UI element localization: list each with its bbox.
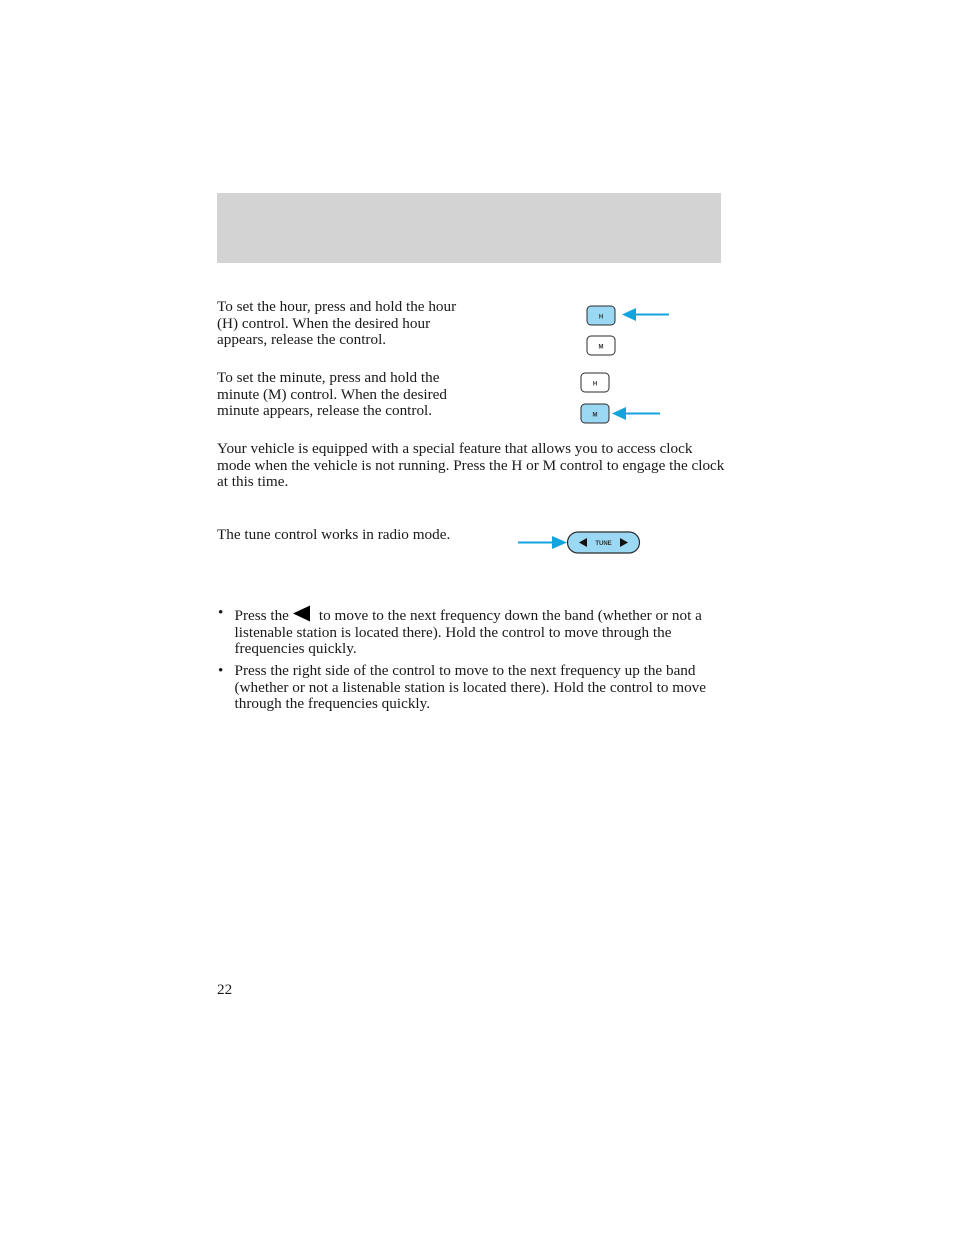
bullet-text-end: to move to the next frequency down the band (whether or not a listenable station is located there). Hold the control to move through the frequencies quickly.: [234, 607, 702, 658]
bullet-text-start: Press the: [234, 607, 289, 624]
minute-button-label: M: [598, 344, 604, 351]
tune-control-label: TUNE: [595, 541, 612, 547]
hour-button-label: H: [592, 381, 598, 388]
minute-button-label: M: [592, 412, 598, 419]
set-minute-paragraph: To set the minute, press and hold the minute (M) control. When the desired minute appears, release the control.: [217, 369, 447, 420]
section-header-bar: [217, 193, 721, 263]
set-hour-paragraph: To set the hour, press and hold the hour (H) control. When the desired hour appears, release the control.: [217, 298, 457, 349]
tune-instructions-list: [217, 605, 721, 719]
list-item: [217, 663, 721, 713]
list-item: [217, 605, 721, 658]
tune-paragraph: The tune control works in radio mode.: [217, 526, 451, 543]
hour-button-label: H: [598, 314, 604, 321]
arrow-right-icon: [518, 536, 567, 549]
minute-hour-figure: [572, 367, 672, 429]
tune-control-figure: [514, 528, 644, 558]
clock-mode-paragraph: Your vehicle is equipped with a special feature that allows you to access clock mode when the vehicle is not running. Press the H or M control to engage the clock at this time.: [217, 440, 725, 491]
arrow-left-icon: [612, 407, 660, 420]
triangle-left-icon: [293, 605, 311, 622]
bullet-text: Press the right side of the control to move to the next frequency up the band (whether or not a listenable station is located there). Hold the control to move through the frequencies quickly.: [234, 662, 707, 713]
arrow-left-icon: [622, 308, 669, 321]
hour-minute-figure: [578, 300, 678, 362]
page-number: 22: [217, 981, 233, 998]
